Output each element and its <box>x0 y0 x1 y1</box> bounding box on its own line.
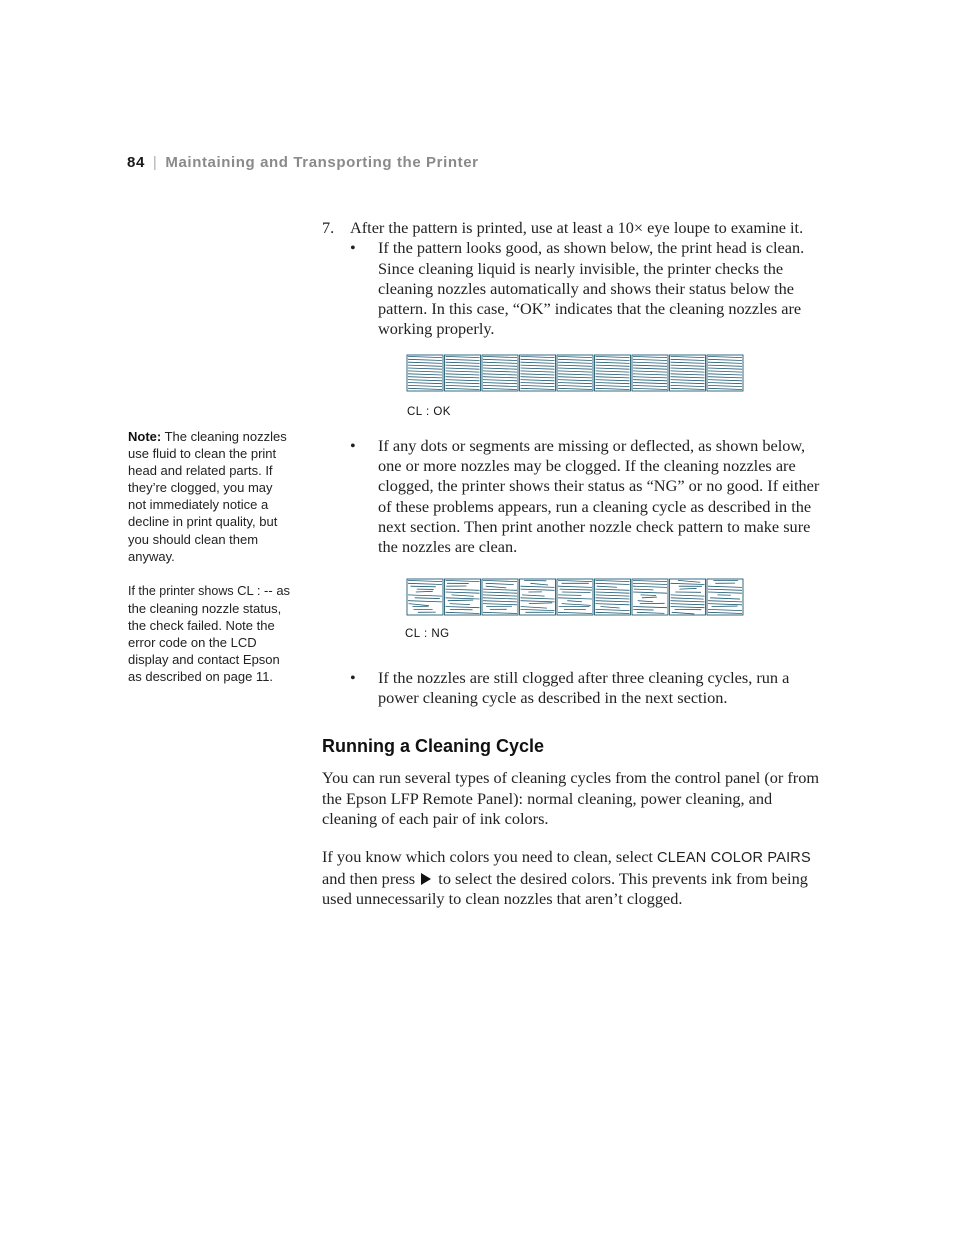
bullet-ok <box>322 238 828 339</box>
nozzle-pattern-ng-figure <box>402 558 828 654</box>
para-text: If you know which colors you need to clean, select <box>322 847 658 867</box>
page-number: 84 <box>127 154 145 171</box>
bullet-text: If the pattern looks good, as shown below, the print head is clean. Since cleaning liquid is nearly invisible, the printer checks the cleaning nozzles automatically and shows their status below the pattern. In this case, “OK” indicates that the cleaning nozzles are working properly. <box>378 238 805 339</box>
section-heading: Running a Cleaning Cycle <box>322 736 545 757</box>
running-header <box>127 154 479 171</box>
bullet-ng <box>322 436 828 558</box>
nozzle-pattern-ok-figure <box>402 340 828 436</box>
step-7 <box>322 218 828 238</box>
margin-note <box>128 428 293 685</box>
cleaning-types-paragraph: You can run several types of cleaning cycles from the control panel (or from the Epson LFP Remote Panel): normal cleaning, power cleaning, and cleaning of each pair of ink colors. <box>322 768 820 829</box>
bullet-marker: • <box>350 435 356 455</box>
status-ng-label: CL : NG <box>405 627 450 640</box>
nozzle-pattern-ng-image <box>406 578 746 616</box>
status-ok-label: CL : OK <box>407 405 451 418</box>
note-label: Note: <box>128 429 162 444</box>
failed-code: CL : -- <box>237 582 273 598</box>
failed-check-paragraph <box>128 582 293 686</box>
bullet-text: If any dots or segments are missing or deflected, as shown below, one or more nozzles may be clogged. If the cleaning nozzles are clogged, the printer shows their status as “NG” or no good. If either of these problems appears, run a cleaning cycle as described in the next section. Then print another nozzle check pattern to make sure the nozzles are clean. <box>378 435 820 557</box>
note-paragraph <box>128 428 293 565</box>
bullet-marker: • <box>350 667 356 687</box>
main-column <box>322 218 828 909</box>
chapter-title: Maintaining and Transporting the Printer <box>165 154 479 171</box>
failed-suffix: as the cleaning nozzle status, the check failed. Note the error code on the LCD display and contact Epson as described on page 11. <box>128 582 291 685</box>
bullet-power-cleaning <box>322 668 828 709</box>
header-separator: | <box>152 154 158 171</box>
para-text: and then press <box>322 868 420 888</box>
para-text: to select the desired colors. This prevents ink from being used unnecessarily to clean nozzles that aren’t clogged. <box>322 868 808 908</box>
bullet-marker: • <box>350 238 356 258</box>
right-arrow-button-icon <box>421 873 431 885</box>
failed-prefix: If the printer shows <box>128 583 238 598</box>
step-number: 7. <box>322 218 335 237</box>
nozzle-pattern-ok-image <box>406 354 746 392</box>
note-text: The cleaning nozzles use fluid to clean the print head and related parts. If they’re clogged, you may not immediately notice a decline in print quality, but you should clean them anyway. <box>128 429 287 564</box>
step-text: After the pattern is printed, use at least a 10× eye loupe to examine it. <box>350 218 804 237</box>
clean-color-pairs-menu-item: CLEAN COLOR PAIRS <box>657 850 811 867</box>
color-pairs-paragraph <box>322 847 828 909</box>
bullet-text: If the nozzles are still clogged after three cleaning cycles, run a power cleaning cycle as described in the next section. <box>378 667 790 707</box>
